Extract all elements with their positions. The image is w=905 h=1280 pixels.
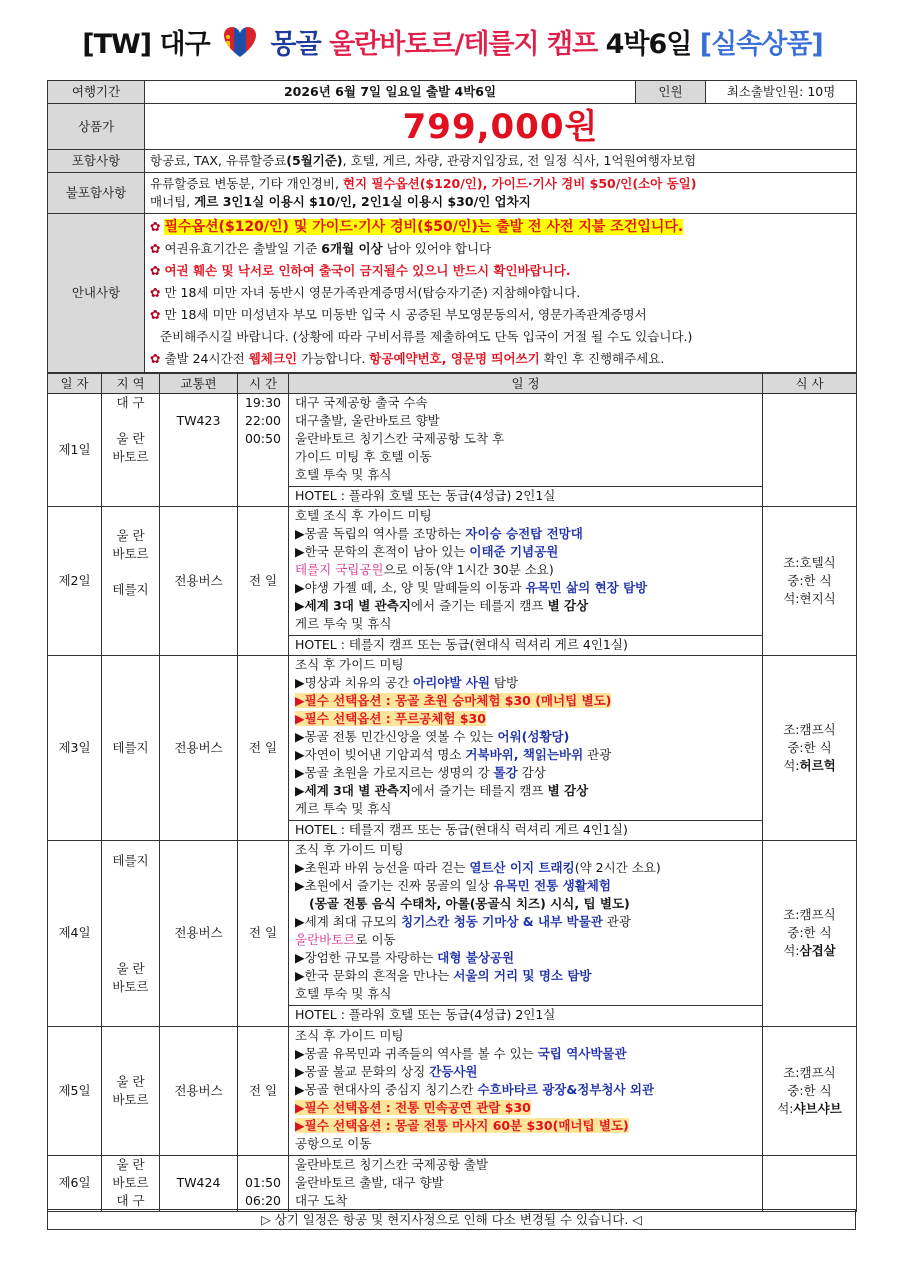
include-text: 항공료, TAX, 유류할증료(5월기준), 호텔, 게르, 차량, 관광지입장료, 전 일정 식사, 1억원여행자보험: [145, 150, 857, 173]
day-meal: 조:캠프식 중:한 식 석:허르헉: [763, 655, 857, 840]
day-region: 울 란 바토르: [102, 1026, 160, 1155]
day-plan: 대구 국제공항 출국 수속 대구출발, 울란바토르 향발 울란바토르 칭기스칸 국제공항 도착 후 가이드 미팅 후 호텔 이동 호텔 투숙 및 휴식 HOTEL : 플라워 호텔 또는 동급(4성급) 2인1실: [289, 394, 763, 507]
page-title: [0, 22, 905, 66]
period-value: 2026년 6월 7일 일요일 출발 4박6일: [145, 81, 636, 104]
day-time: 전 일: [238, 1026, 289, 1155]
header-transport: 교통편: [160, 374, 238, 394]
notice-item: ✿ 여권유효기간은 출발일 기준 6개월 이상 남아 있어야 합니다: [150, 241, 492, 256]
include-label: 포함사항: [48, 150, 145, 173]
notice-label: 안내사항: [48, 214, 145, 373]
day-transport: 전용버스: [160, 1026, 238, 1155]
day-plan: 울란바토르 칭기스칸 국제공항 출발 울란바토르 출발, 대구 향발 대구 도착: [289, 1155, 763, 1211]
day-time: 01:50 06:20: [238, 1155, 289, 1211]
exclude-label: 불포함사항: [48, 173, 145, 214]
day-row: [48, 840, 857, 1026]
title-mongol: 몽골: [270, 29, 321, 60]
day-transport: 전용버스: [160, 840, 238, 1026]
header-region: 지 역: [102, 374, 160, 394]
day-meal: 조:캠프식 중:한 식 석:샤브샤브: [763, 1026, 857, 1155]
price-value: 799,000원: [145, 104, 857, 150]
day-plan: 조식 후 가이드 미팅 ▶초원과 바위 능선을 따라 걷는 열트산 이지 트래킹(약 2시간 소요) ▶초원에서 즐기는 진짜 몽골의 일상 유목민 전통 생활체험 (몽골 전통 음식 수태차, 아롤(몽골식 치즈) 시식, 팁 별도) ▶세계 최대 규모의 칭기스칸 청동 기마상 & 내부 박물관 관광 울란바토르로 이동 ▶장엄한 규모를 자랑하는 대형 불상공원 ▶한국 문화의 흔적을 만나는 서울의 거리 및 명소 탐방 호텔 투숙 및 휴식 HOTEL : 플라워 호텔 또는 동급(4성급) 2인1실: [289, 840, 763, 1026]
option-item: ▶필수 선택옵션 : 푸르공체험 $30: [295, 710, 486, 726]
notice-item-cont: 준비해주시길 바랍니다. (상황에 따라 구비서류를 제출하여도 단독 입국이 거절 될 수도 있습니다.): [160, 329, 693, 344]
day-row: [48, 1026, 857, 1155]
day-time: 19:30 22:00 00:50: [238, 394, 289, 507]
day-transport: 전용버스: [160, 655, 238, 840]
day-transport: TW423: [160, 394, 238, 507]
header-plan: 일 정: [289, 374, 763, 394]
day-row: [48, 394, 857, 507]
notice-item: ✿ 필수옵션($120/인) 및 가이드·기사 경비($50/인)는 출발 전 사전 지불 조건입니다.: [150, 219, 684, 235]
day-meal: 조:호텔식 중:한 식 석:현지식: [763, 506, 857, 655]
day-plan: 조식 후 가이드 미팅 ▶명상과 치유의 공간 아리야발 사원 탐방 ▶필수 선택옵션 : 몽골 초원 승마체험 $30 (매너팁 별도) ▶필수 선택옵션 : 푸르공체험 $30 ▶몽골 전통 민간신앙을 엿볼 수 있는 어워(성황당) ▶자연이 빚어낸 기암괴석 명소 거북바위, 책읽는바위 관광 ▶몽골 초원을 가로지르는 생명의 강 톨강 감상 ▶세계 3대 별 관측지에서 즐기는 테를지 캠프 별 감상 게르 투숙 및 휴식 HOTEL : 테를지 캠프 또는 동급(현대식 럭셔리 게르 4인1실): [289, 655, 763, 840]
day-region: 울 란 바토르 테를지: [102, 506, 160, 655]
hotel-line: HOTEL : 테를지 캠프 또는 동급(현대식 럭셔리 게르 4인1실): [289, 820, 762, 839]
day-label: 제5일: [48, 1026, 102, 1155]
notice-item: ✿ 여권 훼손 및 낙서로 인하여 출국이 금지될수 있으니 반드시 확인바랍니다.: [150, 263, 571, 278]
day-meal: 조:캠프식 중:한 식 석:삼겹살: [763, 840, 857, 1026]
price-label: 상품가: [48, 104, 145, 150]
people-label: 인원: [636, 81, 706, 104]
day-time: 전 일: [238, 506, 289, 655]
people-value: 최소출발인원: 10명: [706, 81, 857, 104]
day-time: 전 일: [238, 655, 289, 840]
option-item: ▶필수 선택옵션 : 몽골 초원 승마체험 $30 (매너팁 별도): [295, 692, 612, 708]
schedule-table: [47, 373, 857, 1212]
title-route: 울란바토르/테를지 캠프: [329, 29, 598, 60]
hotel-line: HOTEL : 플라워 호텔 또는 동급(4성급) 2인1실: [289, 486, 762, 505]
day-plan: 호텔 조식 후 가이드 미팅 ▶몽골 독립의 역사를 조망하는 자이승 승전탑 전망대 ▶한국 문학의 흔적이 남아 있는 이태준 기념공원 테를지 국립공원으로 이동(약 1시간 30분 소요) ▶야생 가젤 떼, 소, 양 및 말떼들의 이동과 유목민 삶의 현장 탐방 ▶세계 3대 별 관측지에서 즐기는 테를지 캠프 별 감상 게르 투숙 및 휴식 HOTEL : 테를지 캠프 또는 동급(현대식 럭셔리 게르 4인1실): [289, 506, 763, 655]
day-region: 테를지: [102, 655, 160, 840]
notice-item: ✿ 만 18세 미만 자녀 동반시 영문가족관계증명서(탑승자기준) 지참해야합니다.: [150, 285, 581, 300]
day-label: 제3일: [48, 655, 102, 840]
option-item: ▶필수 선택옵션 : 전통 민속공연 관람 $30: [295, 1099, 531, 1115]
day-transport: 전용버스: [160, 506, 238, 655]
mongolia-flag-heart-icon: [222, 24, 258, 60]
day-row: [48, 1155, 857, 1211]
header-time: 시 간: [238, 374, 289, 394]
footer-note: ▷ 상기 일정은 항공 및 현지사정으로 인해 다소 변경될 수 있습니다. ◁: [47, 1209, 856, 1230]
day-row: [48, 655, 857, 840]
info-table: [47, 80, 857, 373]
title-brand: [TW] 대구: [82, 29, 210, 60]
day-row: [48, 506, 857, 655]
hotel-line: HOTEL : 플라워 호텔 또는 동급(4성급) 2인1실: [289, 1005, 762, 1024]
day-region: 대 구 울 란 바토르: [102, 394, 160, 507]
day-meal: [763, 1155, 857, 1211]
day-label: 제2일: [48, 506, 102, 655]
day-region: 테를지 울 란 바토르: [102, 840, 160, 1026]
header-meal: 식 사: [763, 374, 857, 394]
day-label: 제1일: [48, 394, 102, 507]
day-region: 울 란 바토르 대 구: [102, 1155, 160, 1211]
notice-list: [145, 214, 857, 373]
title-duration: 4박6일: [605, 29, 692, 60]
day-transport: TW424: [160, 1155, 238, 1211]
header-day: 일 자: [48, 374, 102, 394]
day-label: 제4일: [48, 840, 102, 1026]
day-time: 전 일: [238, 840, 289, 1026]
day-plan: 조식 후 가이드 미팅 ▶몽골 유목민과 귀족들의 역사를 볼 수 있는 국립 역사박물관 ▶몽골 불교 문화의 상징 간등사원 ▶몽골 현대사의 중심지 칭기스칸 수흐바타르 광장&정부청사 외관 ▶필수 선택옵션 : 전통 민속공연 관람 $30 ▶필수 선택옵션 : 몽골 전통 마사지 60분 $30(매너팁 별도) 공항으로 이동: [289, 1026, 763, 1155]
notice-item: ✿ 출발 24시간전 웹체크인 가능합니다. 항공예약번호, 영문명 띄어쓰기 확인 후 진행해주세요.: [150, 351, 665, 366]
hotel-line: HOTEL : 테를지 캠프 또는 동급(현대식 럭셔리 게르 4인1실): [289, 635, 762, 654]
title-tag: [실속상품]: [699, 29, 823, 60]
day-meal: [763, 394, 857, 507]
option-item: ▶필수 선택옵션 : 몽골 전통 마사지 60분 $30(매너팁 별도): [295, 1118, 629, 1134]
day-label: 제6일: [48, 1155, 102, 1211]
period-label: 여행기간: [48, 81, 145, 104]
notice-item: ✿ 만 18세 미만 미성년자 부모 미동반 입국 시 공증된 부모영문동의서, 영문가족관계증명서: [150, 307, 647, 322]
exclude-text: 유류할증료 변동분, 기타 개인경비, 현지 필수옵션($120/인), 가이드·기사 경비 $50/인(소아 동일) 매너팁, 게르 3인1실 이용시 $10/인, 2인1실 이용시 $30/인 업차지: [145, 173, 857, 214]
